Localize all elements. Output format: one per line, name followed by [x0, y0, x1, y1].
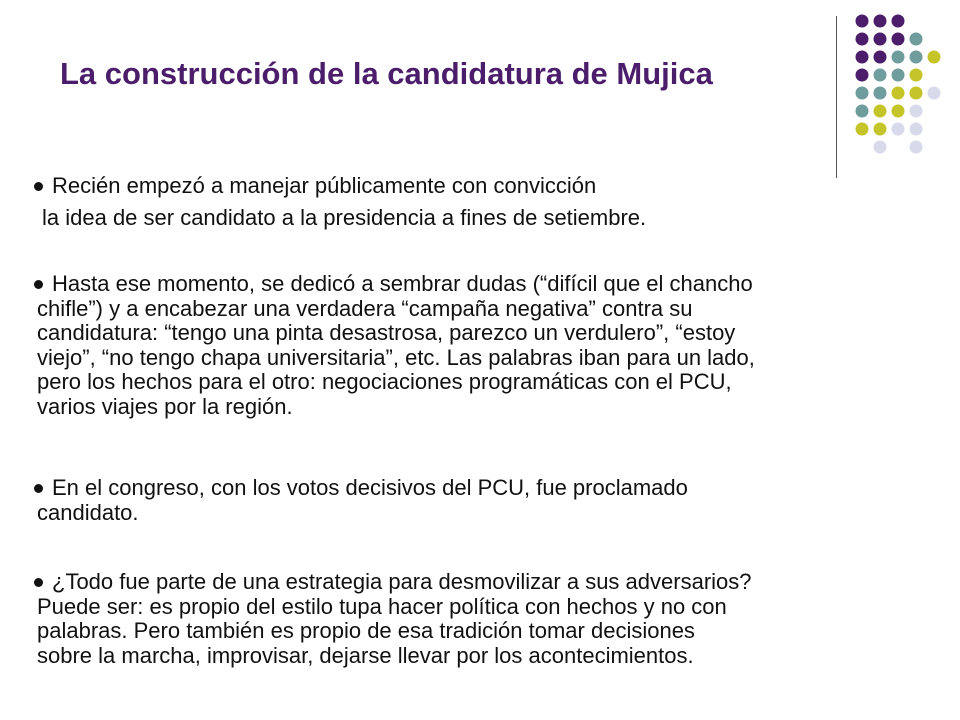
dot [910, 123, 923, 136]
bullet-line: Hasta ese momento, se dedicó a sembrar dudas (“difícil que el chancho [52, 271, 753, 296]
dot [856, 105, 869, 118]
dot [874, 69, 887, 82]
bullet-line: Recién empezó a manejar públicamente con convicción [52, 173, 597, 198]
bullet-dot [34, 280, 43, 289]
dot [910, 33, 923, 46]
dot [892, 123, 905, 136]
bullet-line: la idea de ser candidato a la presidencia a fines de setiembre. [42, 205, 647, 230]
bullet-line: candidato. [37, 499, 139, 525]
dot [928, 51, 941, 64]
bullet-text-3-rest [37, 501, 139, 526]
dot [856, 51, 869, 64]
bullet-text-4-rest [37, 595, 727, 669]
bullet-text-1 [52, 174, 596, 199]
dot [856, 87, 869, 100]
dot [892, 51, 905, 64]
dot [856, 69, 869, 82]
bullet-dot [34, 484, 43, 493]
bullet-line: Puede ser: es propio del estilo tupa hacer política con hechos y no con [37, 593, 727, 619]
dot [874, 33, 887, 46]
bullet-line: viejo”, “no tengo chapa universitaria”, etc. Las palabras iban para un lado, [37, 344, 755, 370]
bullet-text-1-continuation [42, 206, 646, 231]
dot-grid-graphic [0, 0, 960, 200]
bullet-dot [34, 182, 43, 191]
dot [910, 87, 923, 100]
bullet-line: En el congreso, con los votos decisivos del PCU, fue proclamado [52, 475, 688, 500]
dot [892, 33, 905, 46]
bullet-text-3-first [52, 476, 688, 501]
dot [892, 105, 905, 118]
slide-title: La construcción de la candidatura de Mujica [60, 56, 713, 91]
bullet-line: chifle”) y a encabezar una verdadera “campaña negativa” contra su [37, 295, 693, 321]
dot [874, 87, 887, 100]
bullet-dot [34, 578, 43, 587]
dot [910, 105, 923, 118]
dot [856, 15, 869, 28]
decorative-dot-grid [0, 0, 960, 200]
bullet-line: candidatura: “tengo una pinta desastrosa, parezco un verdulero”, “estoy [37, 320, 736, 345]
dot [910, 51, 923, 64]
dot [910, 141, 923, 154]
dot [910, 69, 923, 82]
dot [892, 69, 905, 82]
dot [874, 15, 887, 28]
title-divider-line [836, 16, 837, 178]
dot [856, 123, 869, 136]
dot [874, 105, 887, 118]
dot [874, 51, 887, 64]
bullet-text-2-first [52, 272, 753, 297]
bullet-line: ¿Todo fue parte de una estrategia para desmovilizar a sus adversarios? [52, 569, 752, 594]
bullet-line: varios viajes por la región. [37, 393, 293, 419]
dot [892, 87, 905, 100]
dot [892, 15, 905, 28]
bullet-line: palabras. Pero también es propio de esa tradición tomar decisiones [37, 618, 695, 643]
dot [874, 123, 887, 136]
dot [874, 141, 887, 154]
dot [856, 33, 869, 46]
bullet-line: pero los hechos para el otro: negociaciones programáticas con el PCU, [37, 369, 732, 394]
bullet-text-4-first [52, 570, 752, 595]
bullet-text-2-rest [37, 297, 755, 420]
dot [928, 87, 941, 100]
bullet-line: sobre la marcha, improvisar, dejarse llevar por los acontecimientos. [37, 642, 694, 668]
